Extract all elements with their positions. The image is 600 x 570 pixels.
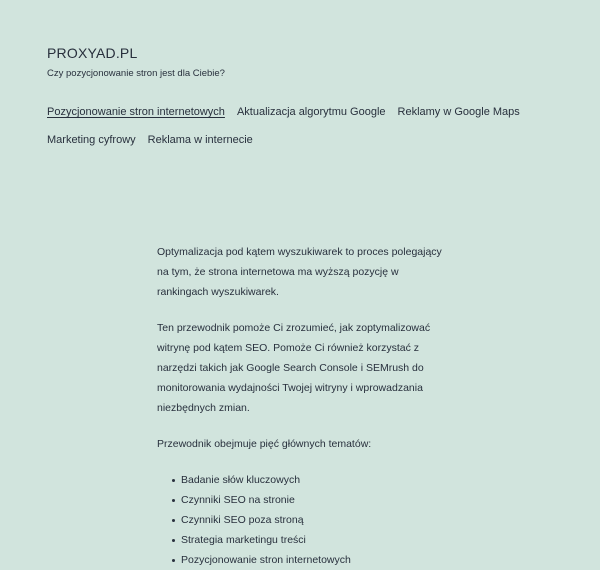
intro-paragraph: Optymalizacja pod kątem wyszukiwarek to proces polegający na tym, że strona internetowa ma wyższą pozycję w rankingach wyszukiwarek. xyxy=(157,246,442,298)
list-item: Strategia marketingu treści xyxy=(157,530,449,550)
nav-item-pozycjonowanie-stron[interactable]: Pozycjonowanie stron internetowych xyxy=(47,106,225,118)
list-item: Czynniki SEO na stronie xyxy=(157,490,449,510)
nav-item-reklamy-google-maps[interactable]: Reklamy w Google Maps xyxy=(397,106,520,118)
list-item: Czynniki SEO poza stroną xyxy=(157,510,449,530)
list-item: Badanie słów kluczowych xyxy=(157,470,449,490)
nav-item-aktualizacja-algorytmu[interactable]: Aktualizacja algorytmu Google xyxy=(236,106,386,118)
guide-paragraph: Ten przewodnik pomoże Ci zrozumieć, jak zoptymalizować witrynę pod kątem SEO. Pomoże Ci również korzystać z narzędzi takich jak Google Search Console i SEMrush do monitorowania wydajności Twojej witryny i wprowadzania niezbędnych zmian. xyxy=(157,322,431,414)
site-header xyxy=(47,44,567,80)
nav-list xyxy=(47,104,567,148)
topics-intro-paragraph: Przewodnik obejmuje pięć głównych tematów: xyxy=(157,438,372,450)
entry-content xyxy=(157,242,449,570)
nav-item-marketing-cyfrowy[interactable]: Marketing cyfrowy xyxy=(47,134,136,146)
topic-list xyxy=(157,470,449,570)
primary-navigation xyxy=(47,104,567,148)
site-title[interactable]: PROXYAD.PL xyxy=(47,45,138,61)
list-item: Pozycjonowanie stron internetowych xyxy=(157,550,449,570)
site-tagline: Czy pozycjonowanie stron jest dla Ciebie? xyxy=(47,68,225,79)
nav-item-reklama-w-internecie[interactable]: Reklama w internecie xyxy=(147,134,253,146)
